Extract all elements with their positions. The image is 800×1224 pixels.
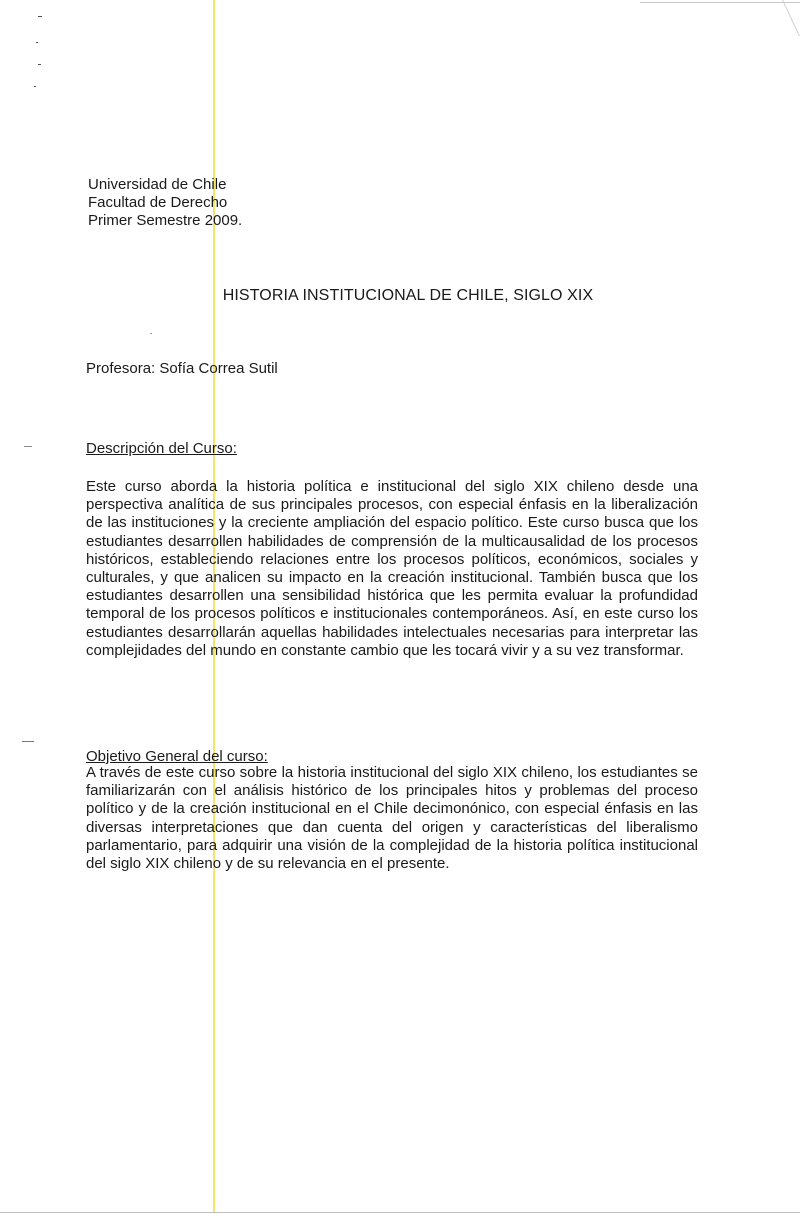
university-name: Universidad de Chile [88,176,227,193]
course-title: HISTORIA INSTITUCIONAL DE CHILE, SIGLO XIX [222,287,594,304]
scan-edge-top [640,2,800,3]
scan-speck [22,741,34,742]
course-title-row [0,287,800,305]
professor-name: Profesora: Sofía Correa Sutil [86,360,278,377]
objective-heading: Objetivo General del curso: [86,748,268,765]
description-heading: Descripción del Curso: [86,440,237,457]
scan-speck [38,16,42,17]
scan-edge-bottom [0,1212,800,1213]
semester-label: Primer Semestre 2009. [88,212,243,229]
institution-header [88,176,242,230]
scan-speck [24,446,32,447]
scan-speck [150,333,152,334]
scan-speck [38,64,41,65]
scan-speck [36,42,38,43]
objective-paragraph: A través de este curso sobre la historia institucional del siglo XIX chileno, los estudiantes se familiarizarán con el análisis histórico de los principales hitos y problemas del proceso político y de la creación institucional en el Chile decimonónico, con especial énfasis en las diversas interpretaciones que dan cuenta del origen y características del liberalismo parlamentario, para adquirir una visión de la complejidad de la historia política institucional del siglo XIX chileno y de su relevancia en el presente. [86,764,698,873]
scan-edge-right [782,0,800,36]
faculty-name: Facultad de Derecho [88,194,228,211]
description-paragraph: Este curso aborda la historia política e institucional del siglo XIX chileno desde una perspectiva analítica de sus principales procesos, con especial énfasis en la liberalización de las instituciones y la creciente ampliación del espacio político. Este curso busca que los estudiantes desarrollen habilidades de comprensión de la multicausalidad de los procesos históricos, estableciendo relaciones entre los procesos políticos, económicos, sociales y culturales, y que analicen su impacto en la creación institucional. También busca que los estudiantes desarrollen una sensibilidad histórica que les permita evaluar la profundidad temporal de los procesos políticos e institucionales contemporáneos. Así, en este curso los estudiantes desarrollarán aquellas habilidades intelectuales necesarias para interpretar las complejidades del mundo en constante cambio que les tocará vivir y a su vez transformar. [86,478,698,659]
scan-speck [34,86,36,87]
